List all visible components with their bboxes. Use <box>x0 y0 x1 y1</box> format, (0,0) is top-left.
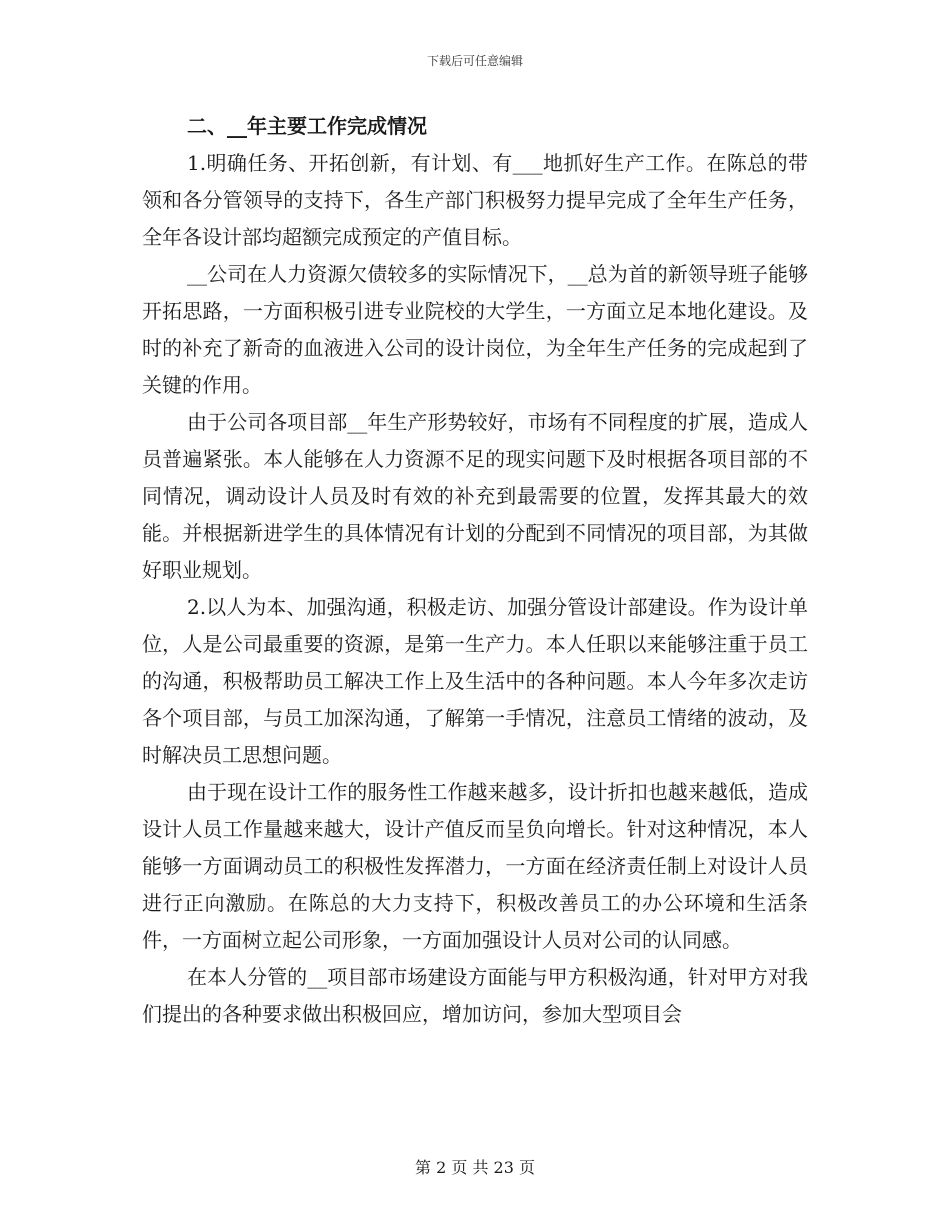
section-heading: 二、__年主要工作完成情况 <box>187 114 427 138</box>
paragraph-4: 2.以人为本、加强沟通，积极走访、加强分管设计部建设。作为设计单位，人是公司最重要的资源，是第一生产力。本人任职以来能够注重于员工的沟通，积极帮助员工解决工作上及生活中的各种问题。本人今年多次走访各个项目部，与员工加深沟通，了解第一手情况，注意员工情绪的波动，及时解决员工思想问题。 <box>142 595 808 767</box>
page-header: 下载后可任意编辑 <box>426 54 523 68</box>
paragraph-1: 1.明确任务、开拓创新，有计划、有___地抓好生产工作。在陈总的带领和各分管领导的支持下，各生产部门积极努力提早完成了全年生产任务，全年各设计部均超额完成预定的产值目标。 <box>142 151 808 249</box>
paragraph-2: __公司在人力资源欠债较多的实际情况下，__总为首的新领导班子能够开拓思路，一方面积极引进专业院校的大学生，一方面立足本地化建设。及时的补充了新奇的血液进入公司的设计岗位，为全年生产任务的完成起到了关键的作用。 <box>142 262 808 397</box>
paragraph-3: 由于公司各项目部__年生产形势较好，市场有不同程度的扩展，造成人员普遍紧张。本人能够在人力资源不足的现实问题下及时根据各项目部的不同情况，调动设计人员及时有效的补充到最需要的位置，发挥其最大的效能。并根据新进学生的具体情况有计划的分配到不同情况的项目部，为其做好职业规划。 <box>142 410 808 582</box>
document-body <box>142 108 808 1033</box>
paragraph-5: 由于现在设计工作的服务性工作越来越多，设计折扣也越来越低，造成设计人员工作量越来越大，设计产值反而呈负向增长。针对这种情况，本人能够一方面调动员工的积极性发挥潜力，一方面在经济责任制上对设计人员进行正向激励。在陈总的大力支持下，积极改善员工的办公环境和生活条件，一方面树立起公司形象，一方面加强设计人员对公司的认同感。 <box>142 780 808 952</box>
paragraph-6: 在本人分管的__项目部市场建设方面能与甲方积极沟通，针对甲方对我们提出的各种要求做出积极回应，增加访问，参加大型项目会 <box>142 965 808 1026</box>
page-footer: 第 2 页 共 23 页 <box>415 1158 535 1177</box>
